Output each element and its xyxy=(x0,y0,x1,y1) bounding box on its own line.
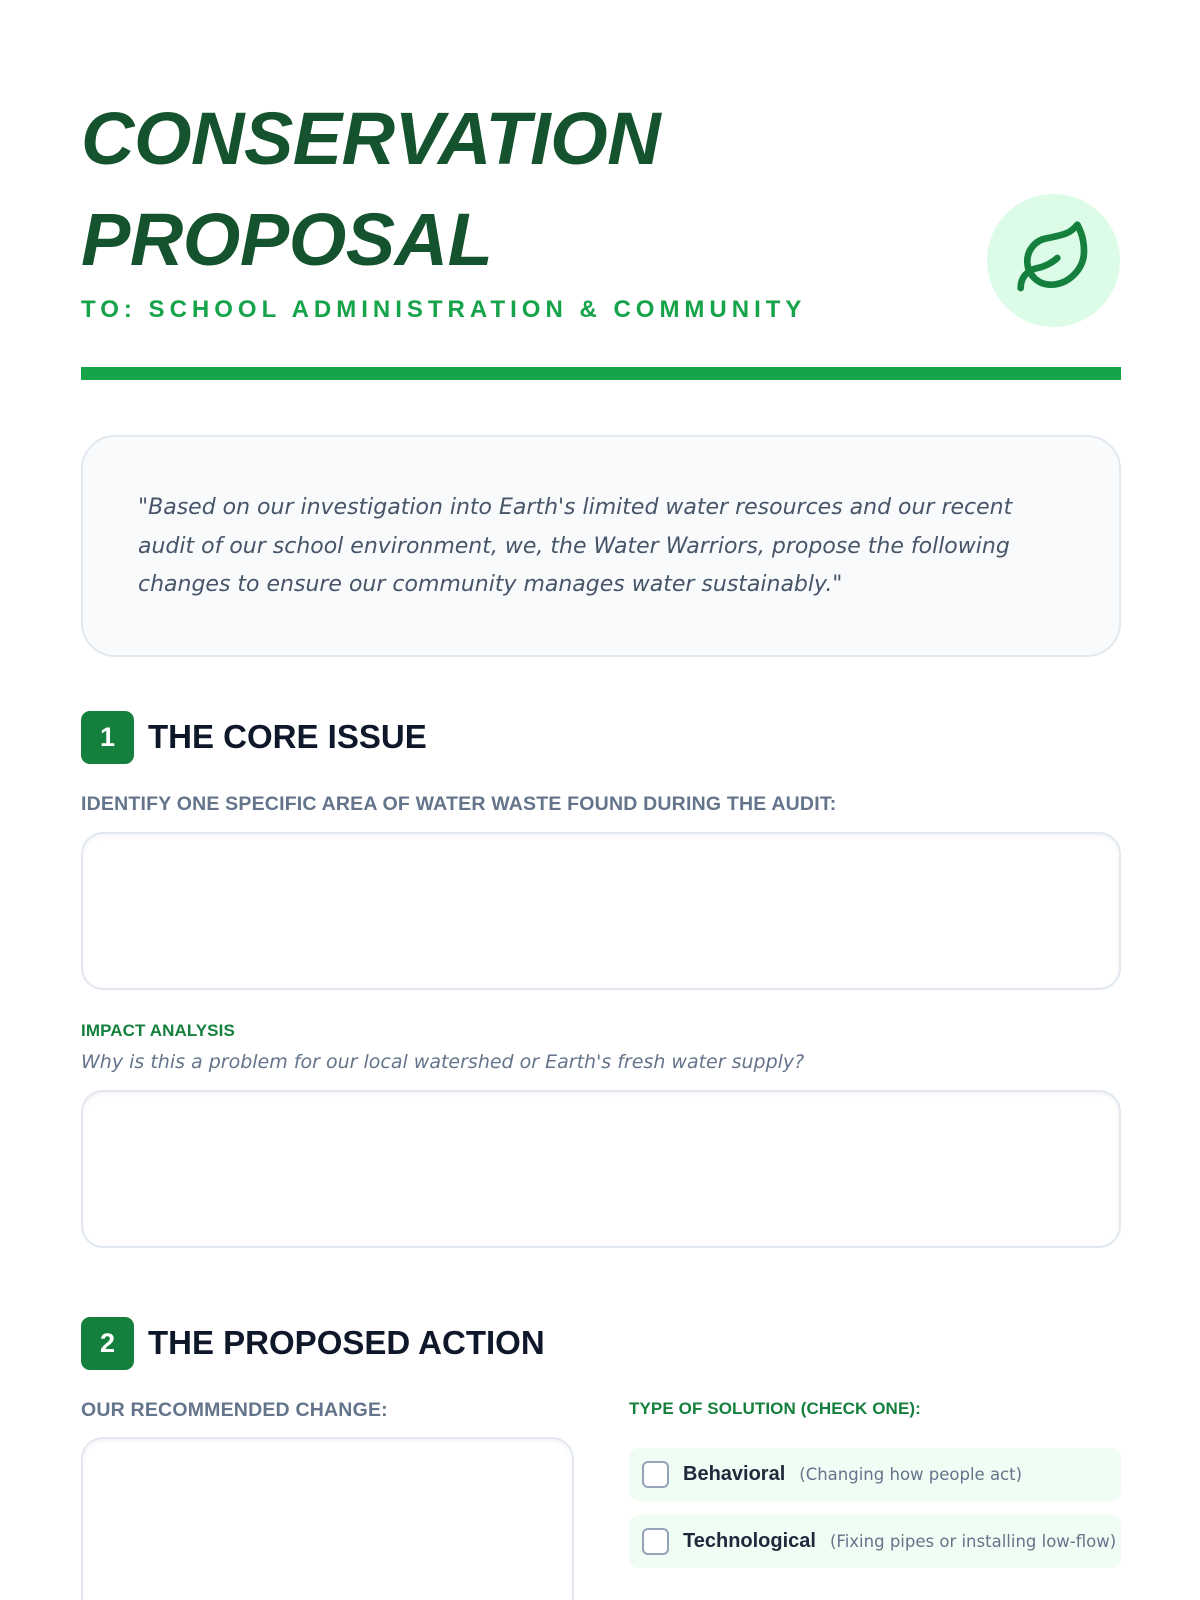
header-divider xyxy=(81,367,1121,380)
recommended-change-label: OUR RECOMMENDED CHANGE: xyxy=(81,1399,388,1421)
leaf-icon xyxy=(1014,218,1094,303)
leaf-badge xyxy=(987,194,1120,327)
option-description: (Fixing pipes or installing low-flow) xyxy=(829,1532,1117,1551)
waste-area-input[interactable] xyxy=(81,832,1121,990)
impact-analysis-label: IMPACT ANALYSIS xyxy=(81,1021,235,1040)
technological-checkbox[interactable] xyxy=(642,1528,669,1555)
recommended-change-input[interactable] xyxy=(81,1437,574,1600)
behavioral-checkbox[interactable] xyxy=(642,1461,669,1488)
section-2-header xyxy=(81,1317,545,1369)
page-title: CONSERVATION PROPOSAL xyxy=(81,97,661,281)
option-description: (Changing how people act) xyxy=(799,1465,1023,1484)
section-1-header xyxy=(81,711,427,763)
option-technological[interactable] xyxy=(629,1515,1121,1568)
option-name: Behavioral xyxy=(683,1463,786,1485)
recipient-line: TO: SCHOOL ADMINISTRATION & COMMUNITY xyxy=(81,296,807,323)
impact-analysis-input[interactable] xyxy=(81,1090,1121,1248)
waste-area-label: IDENTIFY ONE SPECIFIC AREA OF WATER WASTE FOUND DURING THE AUDIT: xyxy=(81,793,837,815)
intro-statement: "Based on our investigation into Earth's limited water resources and our recent audit of our school environment, we, the Water Warriors, propose the following changes to ensure our community manages water sustainably." xyxy=(81,435,1121,657)
section-title: THE PROPOSED ACTION xyxy=(148,1324,545,1361)
solution-type-label: TYPE OF SOLUTION (CHECK ONE): xyxy=(629,1399,921,1418)
option-name: Technological xyxy=(683,1530,816,1552)
section-number-badge: 2 xyxy=(81,1317,134,1370)
impact-analysis-prompt: Why is this a problem for our local watershed or Earth's fresh water supply? xyxy=(81,1051,805,1073)
section-number-badge: 1 xyxy=(81,711,134,764)
option-behavioral[interactable] xyxy=(629,1448,1121,1501)
section-title: THE CORE ISSUE xyxy=(148,718,427,755)
